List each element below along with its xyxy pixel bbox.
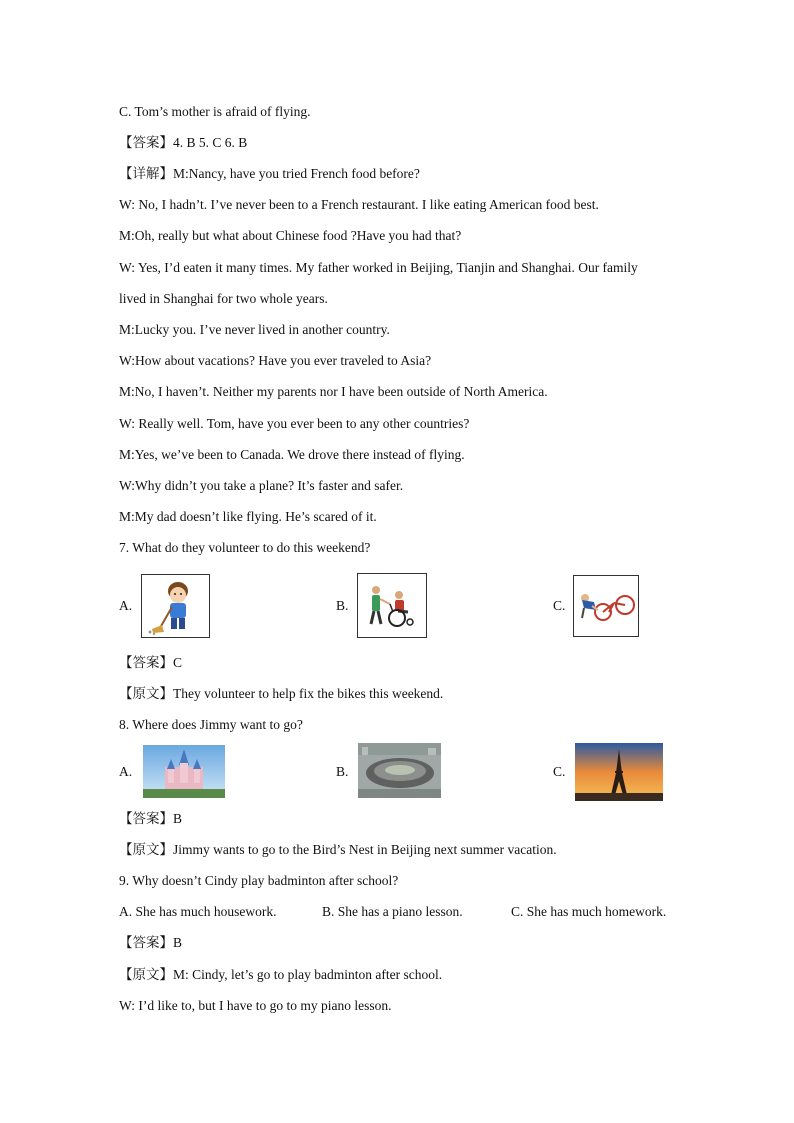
boy-sweeping-image[interactable] <box>141 574 210 638</box>
answer-q7: 【答案】C <box>119 655 183 670</box>
question-9: 9. Why doesn’t Cindy play badminton after school? <box>119 873 399 888</box>
dialogue-line: M:No, I haven’t. Neither my parents nor I have been outside of North America. <box>119 384 548 399</box>
question-8: 8. Where does Jimmy want to go? <box>119 717 303 732</box>
q8-option-a-letter: A. <box>119 764 133 779</box>
dialogue-line: W:How about vacations? Have you ever traveled to Asia? <box>119 353 432 368</box>
fixing-bike-image[interactable] <box>573 575 639 637</box>
transcript-q9: 【原文】M: Cindy, let’s go to play badminton after school. <box>119 967 443 982</box>
q7-option-a-letter: A. <box>119 598 133 613</box>
dialogue-line: M:Yes, we’ve been to Canada. We drove there instead of flying. <box>119 447 465 462</box>
dialogue-line: W: I’d like to, but I have to go to my piano lesson. <box>119 998 392 1013</box>
dialogue-line: W: Really well. Tom, have you ever been to any other countries? <box>119 416 470 431</box>
dialogue-line: W: No, I hadn’t. I’ve never been to a French restaurant. I like eating American food best. <box>119 197 599 212</box>
dialogue-line: M:My dad doesn’t like flying. He’s scared of it. <box>119 509 377 524</box>
transcript-q8: 【原文】Jimmy wants to go to the Bird’s Nest in Beijing next summer vacation. <box>119 842 557 857</box>
option-c-text: C. Tom’s mother is afraid of flying. <box>119 104 311 119</box>
answer-q8: 【答案】B <box>119 811 183 826</box>
dialogue-line: W: Yes, I’d eaten it many times. My father worked in Beijing, Tianjin and Shanghai. Our family <box>119 260 638 275</box>
q9-option-a: A. She has much housework. <box>119 904 277 919</box>
q7-option-b-letter: B. <box>336 598 349 613</box>
eiffel-tower-photo[interactable] <box>575 743 663 801</box>
q9-option-b: B. She has a piano lesson. <box>322 904 463 919</box>
transcript-q7: 【原文】They volunteer to help fix the bikes this weekend. <box>119 686 444 701</box>
detail-line: 【详解】M:Nancy, have you tried French food before? <box>119 166 420 181</box>
q8-option-c-letter: C. <box>553 764 566 779</box>
answer-q9: 【答案】B <box>119 935 183 950</box>
question-7: 7. What do they volunteer to do this weekend? <box>119 540 371 555</box>
dialogue-line: W:Why didn’t you take a plane? It’s faster and safer. <box>119 478 404 493</box>
q8-option-b-letter: B. <box>336 764 349 779</box>
dialogue-line: M:Lucky you. I’ve never lived in another country. <box>119 322 390 337</box>
wheelchair-helping-image[interactable] <box>357 573 427 638</box>
castle-photo[interactable] <box>143 745 225 798</box>
dialogue-line: lived in Shanghai for two whole years. <box>119 291 328 306</box>
answer-line: 【答案】4. B 5. C 6. B <box>119 135 248 150</box>
dialogue-line: M:Oh, really but what about Chinese food ?Have you had that? <box>119 228 462 243</box>
q9-option-c: C. She has much homework. <box>511 904 667 919</box>
birds-nest-stadium-photo[interactable] <box>358 743 441 798</box>
q7-option-c-letter: C. <box>553 598 566 613</box>
